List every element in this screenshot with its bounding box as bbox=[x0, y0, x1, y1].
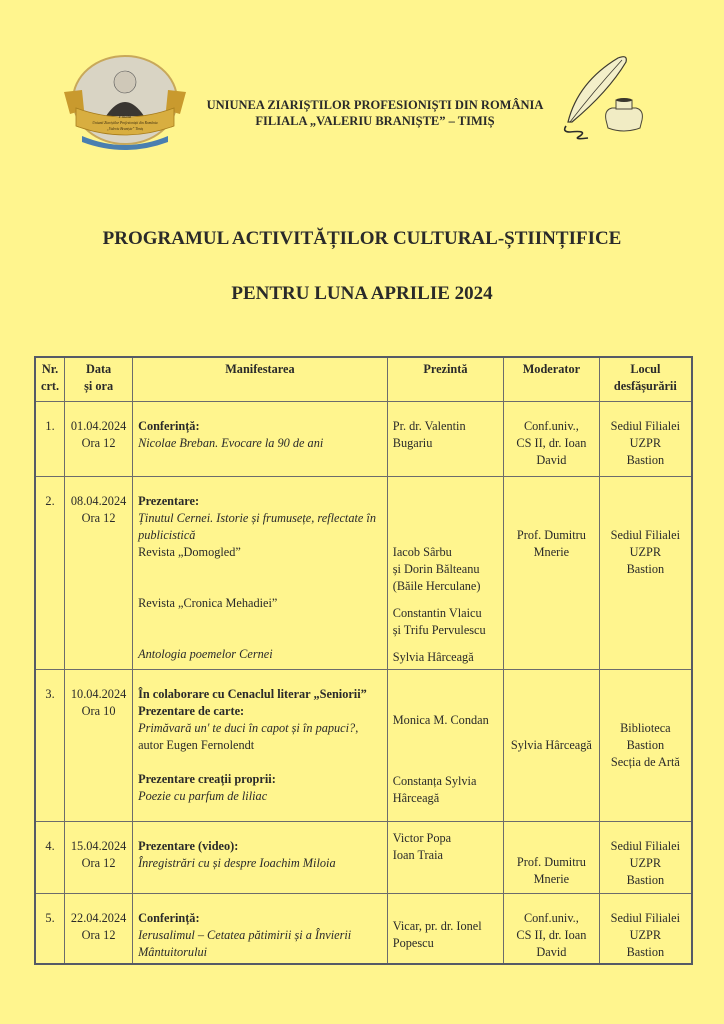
row-moderator: Conf.univ., CS II, dr. Ioan David bbox=[504, 893, 600, 964]
row-datetime: 15.04.2024 Ora 12 bbox=[65, 821, 133, 893]
table-header-row bbox=[35, 357, 692, 401]
row-number: 4. bbox=[35, 821, 65, 893]
row-event: În colaborare cu Cenaclul literar „Seniorii” Prezentare de carte: Primăvară un' te duci în capot și în papuci?, autor Eugen Fernolendt Prezentare creații proprii: Poezie cu parfum de liliac bbox=[133, 669, 388, 821]
header-nr: Nr. crt. bbox=[35, 357, 65, 401]
row-datetime: 08.04.2024 Ora 12 bbox=[65, 476, 133, 669]
table-row bbox=[35, 401, 692, 476]
header-moderator: Moderator bbox=[504, 357, 600, 401]
svg-text:Filiala: Filiala bbox=[118, 114, 132, 119]
page-subtitle: PENTRU LUNA APRILIE 2024 bbox=[231, 283, 493, 304]
row-number: 1. bbox=[35, 401, 65, 476]
row-moderator: Prof. Dumitru Mnerie bbox=[504, 821, 600, 893]
quill-inkwell-icon bbox=[558, 52, 648, 142]
activities-table bbox=[34, 356, 693, 965]
row-presenter: Iacob Sârbu și Dorin Bălteanu (Băile Herculane) Constantin Vlaicu și Trifu Pervulescu Sylvia Hârceagă bbox=[387, 476, 503, 669]
row-datetime: 10.04.2024 Ora 10 bbox=[65, 669, 133, 821]
organization-header bbox=[190, 97, 560, 129]
header-location: Locul desfășurării bbox=[599, 357, 692, 401]
row-location: Biblioteca Bastion Secția de Artă bbox=[599, 669, 692, 821]
row-moderator: Conf.univ., CS II, dr. Ioan David bbox=[504, 401, 600, 476]
table-row bbox=[35, 893, 692, 964]
row-presenter: Victor Popa Ioan Traia bbox=[387, 821, 503, 893]
header-date: Data și ora bbox=[65, 357, 133, 401]
row-number: 2. bbox=[35, 476, 65, 669]
page-title: PROGRAMUL ACTIVITĂȚILOR CULTURAL-ȘTIINȚIFICE bbox=[102, 228, 622, 249]
row-event: Conferință: Ierusalimul – Cetatea pătimirii și a Învierii Mântuitorului bbox=[133, 893, 388, 964]
header-presenter: Prezintă bbox=[387, 357, 503, 401]
row-event: Prezentare (video): Înregistrări cu și despre Ioachim Miloia bbox=[133, 821, 388, 893]
union-logo bbox=[62, 54, 188, 150]
branch-name: FILIALA „VALERIU BRANIȘTE” – TIMIȘ bbox=[255, 114, 495, 128]
row-location: Sediul Filialei UZPR Bastion bbox=[599, 821, 692, 893]
row-moderator: Prof. Dumitru Mnerie bbox=[504, 476, 600, 669]
row-presenter: Vicar, pr. dr. Ionel Popescu bbox=[387, 893, 503, 964]
table-row bbox=[35, 476, 692, 669]
row-datetime: 01.04.2024 Ora 12 bbox=[65, 401, 133, 476]
row-location: Sediul Filialei UZPR Bastion bbox=[599, 401, 692, 476]
row-datetime: 22.04.2024 Ora 12 bbox=[65, 893, 133, 964]
svg-text:Uniunii Ziariștilor Profesioni: Uniunii Ziariștilor Profesioniști din România bbox=[92, 121, 158, 125]
row-moderator: Sylvia Hârceagă bbox=[504, 669, 600, 821]
org-name: UNIUNEA ZIARIȘTILOR PROFESIONIȘTI DIN ROMÂNIA bbox=[206, 98, 544, 112]
row-presenter: Pr. dr. Valentin Bugariu bbox=[387, 401, 503, 476]
table-row bbox=[35, 669, 692, 821]
svg-text:„Valeriu Braniște” Timiș: „Valeriu Braniște” Timiș bbox=[106, 127, 144, 131]
header-event: Manifestarea bbox=[133, 357, 388, 401]
row-presenter: Monica M. Condan Constanța Sylvia Hârceagă bbox=[387, 669, 503, 821]
row-number: 5. bbox=[35, 893, 65, 964]
row-event: Conferință: Nicolae Breban. Evocare la 90 de ani bbox=[133, 401, 388, 476]
row-location: Sediul Filialei UZPR Bastion bbox=[599, 893, 692, 964]
row-event: Prezentare: Ținutul Cernei. Istorie și frumusețe, reflectate în publicistică Revista „Domogled” Revista „Cronica Mehadiei” Antologia poemelor Cernei bbox=[133, 476, 388, 669]
table-row bbox=[35, 821, 692, 893]
row-location: Sediul Filialei UZPR Bastion bbox=[599, 476, 692, 669]
row-number: 3. bbox=[35, 669, 65, 821]
